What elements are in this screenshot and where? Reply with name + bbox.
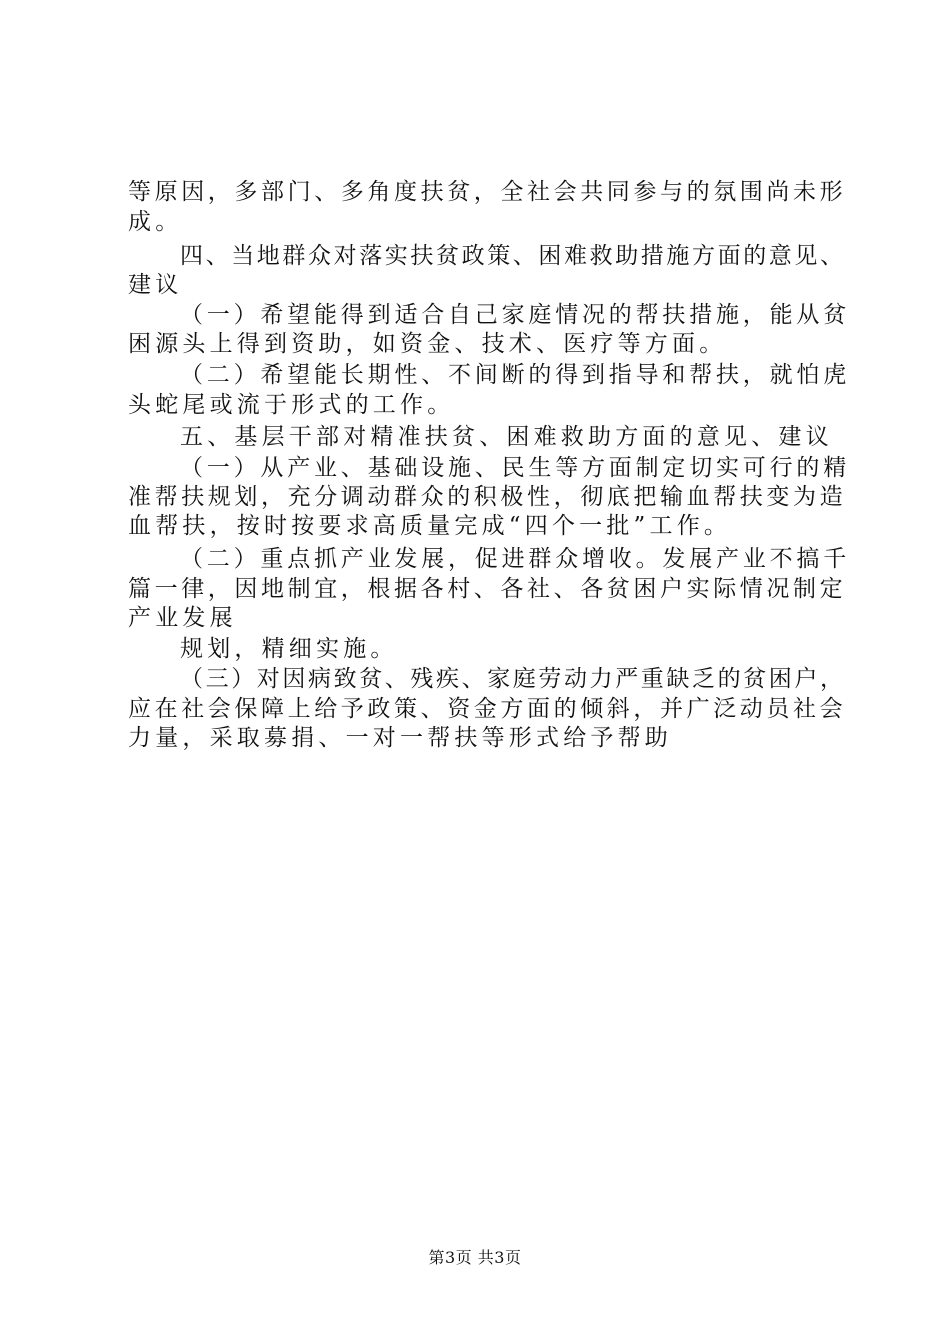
body-text-line: （二）希望能长期性、不间断的得到指导和帮扶，就怕虎 xyxy=(180,362,850,388)
section-heading-5: 五、基层干部对精准扶贫、困难救助方面的意见、建议 xyxy=(180,424,833,450)
section-heading-4-continued: 建议 xyxy=(128,272,183,298)
body-text-line: 规划，精细实施。 xyxy=(180,636,398,662)
body-text-line: 应在社会保障上给予政策、资金方面的倾斜，并广泛动员社会 xyxy=(128,696,847,722)
body-text-line: 篇一律，因地制宜，根据各村、各社、各贫困户实际情况制定 xyxy=(128,576,847,602)
body-text-line: （二）重点抓产业发展，促进群众增收。发展产业不搞千 xyxy=(180,546,850,572)
body-text-line: 困源头上得到资助，如资金、技术、医疗等方面。 xyxy=(128,331,727,357)
body-text-line: 等原因，多部门、多角度扶贫，全社会共同参与的氛围尚未形 xyxy=(128,179,847,205)
body-text-line: （三）对因病致贫、残疾、家庭劳动力严重缺乏的贫困户， xyxy=(180,666,846,692)
body-text-line: 力量，采取募捐、一对一帮扶等形式给予帮助 xyxy=(128,725,672,751)
section-heading-4: 四、当地群众对落实扶贫政策、困难救助措施方面的意见、 xyxy=(180,243,846,269)
body-text-line: 产业发展 xyxy=(128,605,237,631)
body-text-line: 血帮扶，按时按要求高质量完成“四个一批”工作。 xyxy=(128,513,732,539)
page-footer: 第3页 共3页 xyxy=(428,1248,522,1267)
body-text-line: 成。 xyxy=(128,209,183,235)
body-text-line: 准帮扶规划，充分调动群众的积极性，彻底把输血帮扶变为造 xyxy=(128,484,847,510)
body-text-line: 头蛇尾或流于形式的工作。 xyxy=(128,392,455,418)
body-text-line: （一）从产业、基础设施、民生等方面制定切实可行的精 xyxy=(180,455,850,481)
body-text-line: （一）希望能得到适合自己家庭情况的帮扶措施，能从贫 xyxy=(180,302,850,328)
